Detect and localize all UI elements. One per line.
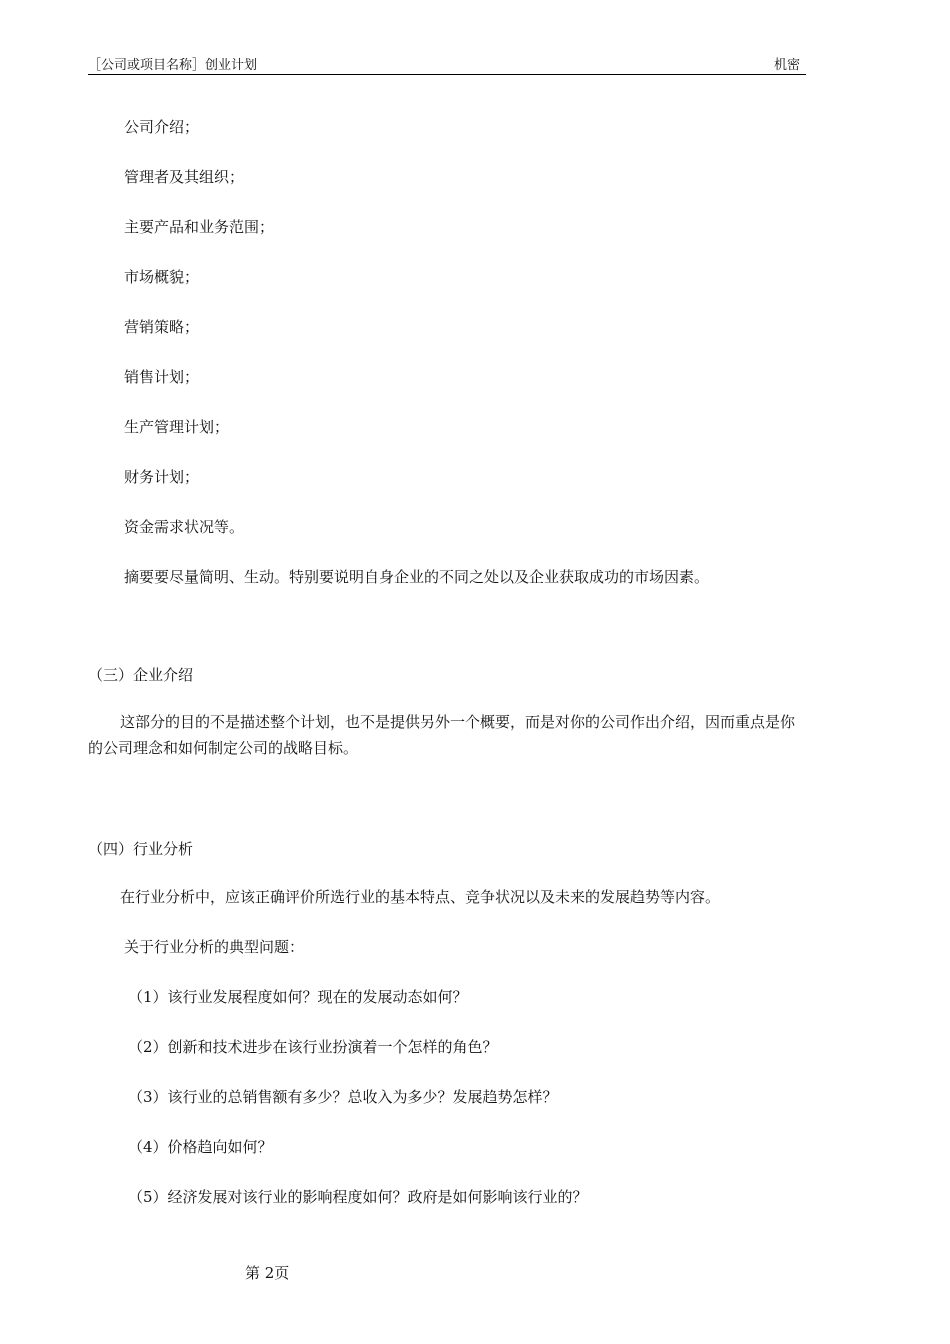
header-confidential: 机密 [773,58,800,73]
summary-item: 财务计划； [124,468,200,486]
section4-questions-title: 关于行业分析的典型问题： [124,938,305,956]
question-item: （3）该行业的总销售额有多少？总收入为多少？发展趋势怎样？ [128,1088,558,1106]
summary-item: 资金需求状况等。 [124,518,245,536]
summary-item: 管理者及其组织； [124,168,245,186]
section4-intro: 在行业分析中，应该正确评价所选行业的基本特点、竞争状况以及未来的发展趋势等内容。 [120,888,721,906]
question-item: （5）经济发展对该行业的影响程度如何？政府是如何影响该行业的？ [128,1188,588,1206]
section4-heading: （四）行业分析 [88,840,194,858]
summary-item: 主要产品和业务范围； [124,218,275,236]
header-title: ［公司或项目名称］创业计划 [88,58,258,73]
summary-item: 销售计划； [124,368,200,386]
summary-item: 生产管理计划； [124,418,230,436]
summary-item: 市场概貌； [124,268,200,286]
section3-body: 这部分的目的不是描述整个计划，也不是提供另外一个概要，而是对你的公司作出介绍，因而重点是你的公司理念和如何制定公司的战略目标。 [88,713,796,757]
question-item: （1）该行业发展程度如何？现在的发展动态如何？ [128,988,468,1006]
question-item: （2）创新和技术进步在该行业扮演着一个怎样的角色？ [128,1038,498,1056]
summary-note: 摘要要尽量简明、生动。特别要说明自身企业的不同之处以及企业获取成功的市场因素。 [124,568,710,586]
question-item: （4）价格趋向如何？ [128,1138,273,1156]
summary-item: 营销策略； [124,318,200,336]
section3-heading: （三）企业介绍 [88,666,194,684]
page-number: 第 2页 [245,1264,290,1282]
summary-item: 公司介绍； [124,118,200,136]
page-header [88,52,806,75]
